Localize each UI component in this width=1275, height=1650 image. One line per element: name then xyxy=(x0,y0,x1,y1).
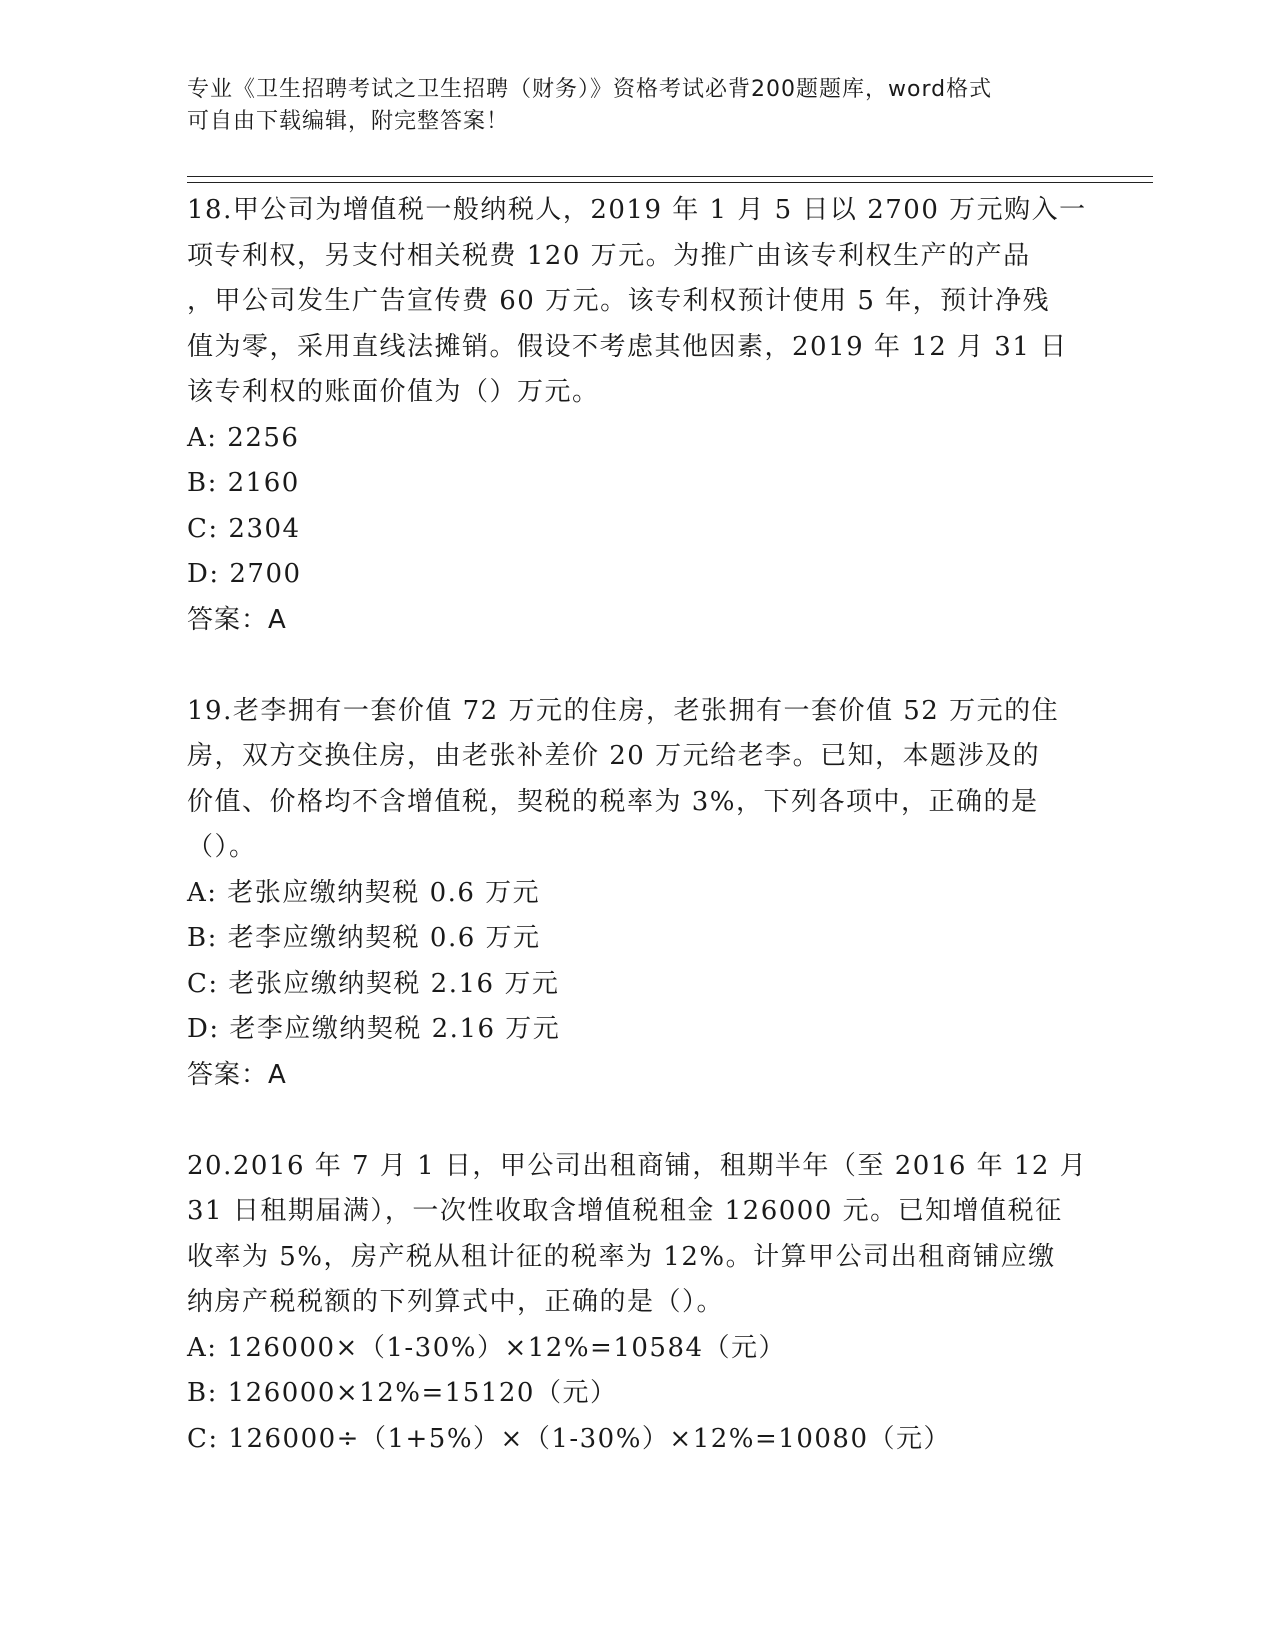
question-text-line: 项专利权，另支付相关税费 120 万元。为推广由该专利权生产的产品 xyxy=(187,240,1031,271)
header-divider-bottom xyxy=(187,182,1153,183)
question-text-line: 房，双方交换住房，由老张补差价 20 万元给老李。已知，本题涉及的 xyxy=(187,741,1041,771)
option-c: C: 2304 xyxy=(187,513,301,544)
question-text-line: 20.2016 年 7 月 1 日，甲公司出租商铺，租期半年（至 2016 年 12 月 xyxy=(187,1150,1088,1181)
option-a: A: 126000×（1-30%）×12%=10584（元） xyxy=(187,1332,787,1363)
header-line-1: 专业《卫生招聘考试之卫生招聘（财务）》资格考试必背200题题库，word格式 xyxy=(187,77,993,102)
question-text-line: （）。 xyxy=(187,832,257,862)
option-a: A: 老张应缴纳契税 0.6 万元 xyxy=(187,877,541,908)
option-b: B: 126000×12%=15120（元） xyxy=(187,1378,618,1408)
option-d: D: 老李应缴纳契税 2.16 万元 xyxy=(187,1014,561,1044)
option-a: A: 2256 xyxy=(187,422,300,453)
question-text-line: 收率为 5%，房产税从租计征的税率为 12%。计算甲公司出租商铺应缴 xyxy=(187,1241,1056,1272)
question-text-line: 19.老李拥有一套价值 72 万元的住房，老张拥有一套价值 52 万元的住 xyxy=(187,695,1060,726)
spacer xyxy=(187,643,1087,689)
option-b: B: 老李应缴纳契税 0.6 万元 xyxy=(187,923,541,953)
option-c: C: 126000÷（1+5%）×（1-30%）×12%=10080（元） xyxy=(187,1423,952,1454)
answer-label: 答案：A xyxy=(187,1059,287,1090)
question-text-line: 价值、价格均不含增值税，契税的税率为 3%，下列各项中，正确的是 xyxy=(187,786,1039,817)
spacer xyxy=(187,1098,1087,1144)
header-line-2: 可自由下载编辑，附完整答案！ xyxy=(187,109,510,134)
question-19 xyxy=(187,689,1087,1099)
question-text-line: 值为零，采用直线法摊销。假设不考虑其他因素，2019 年 12 月 31 日 xyxy=(187,331,1068,362)
question-text-line: ，甲公司发生广告宣传费 60 万元。该专利权预计使用 5 年，预计净残 xyxy=(187,286,1051,316)
answer-label: 答案：A xyxy=(187,604,287,635)
option-d: D: 2700 xyxy=(187,559,302,589)
option-b: B: 2160 xyxy=(187,468,300,498)
document-header xyxy=(187,74,1087,138)
question-18 xyxy=(187,188,1087,643)
question-text-line: 纳房产税税额的下列算式中，正确的是（）。 xyxy=(187,1287,725,1317)
header-divider-top xyxy=(187,176,1153,177)
question-text-line: 18.甲公司为增值税一般纳税人，2019 年 1 月 5 日以 2700 万元购入一 xyxy=(187,195,1087,225)
question-text-line: 31 日租期届满），一次性收取含增值税租金 126000 元。已知增值税征 xyxy=(187,1196,1063,1226)
question-20 xyxy=(187,1144,1087,1463)
question-text-line: 该专利权的账面价值为（）万元。 xyxy=(187,377,600,407)
question-list xyxy=(187,188,1087,1462)
option-c: C: 老张应缴纳契税 2.16 万元 xyxy=(187,968,560,999)
